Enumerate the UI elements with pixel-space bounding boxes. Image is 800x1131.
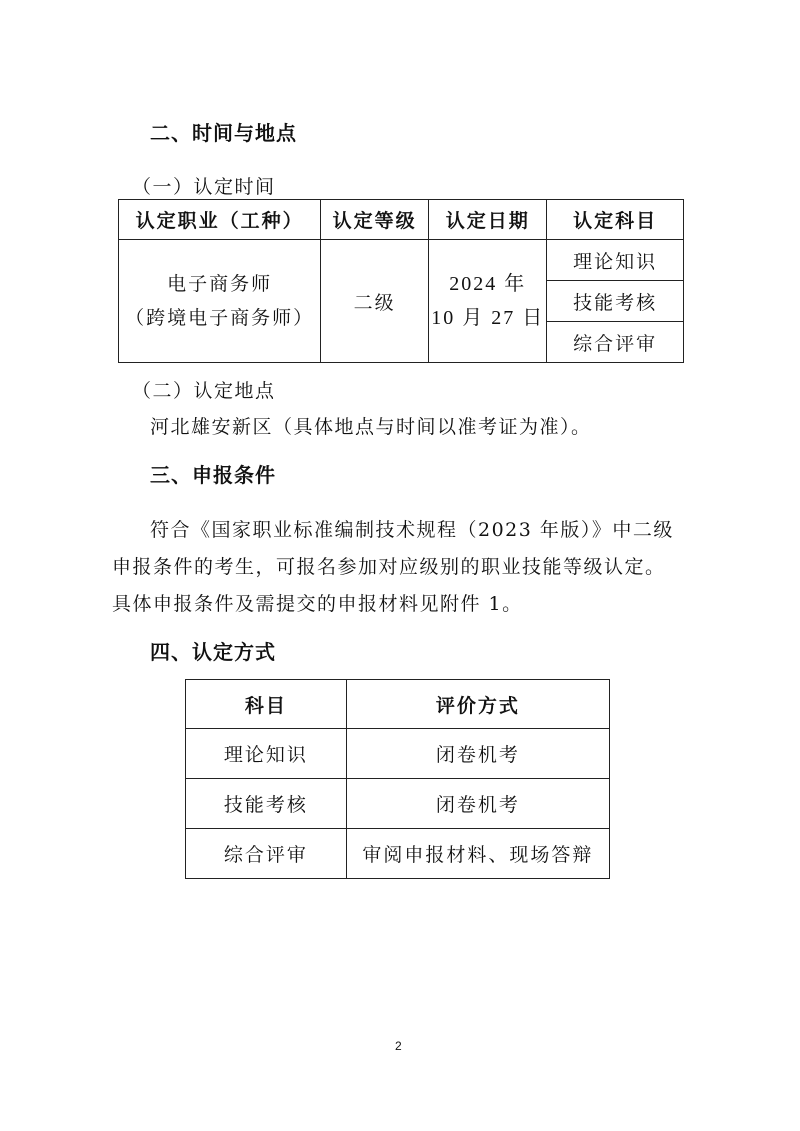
method-cell: 闭卷机考 xyxy=(346,729,609,779)
page-number: 2 xyxy=(395,1039,402,1053)
date-year: 2024 年 xyxy=(449,273,527,295)
section-heading-method: 四、认定方式 xyxy=(150,640,276,664)
header-date: 认定日期 xyxy=(429,200,547,240)
occupation-cell xyxy=(119,240,321,363)
occupation-subtype: （跨境电子商务师） xyxy=(125,307,315,329)
header-subject: 认定科目 xyxy=(547,200,684,240)
date-cell xyxy=(429,240,547,363)
header-subject: 科目 xyxy=(186,680,347,729)
subject-cell: 综合评审 xyxy=(186,829,347,879)
table-row xyxy=(186,729,610,779)
subject-cell: 技能考核 xyxy=(547,281,684,322)
requirements-line-3: 具体申报条件及需提交的申报材料见附件 1。 xyxy=(112,593,523,615)
section-heading-requirements: 三、申报条件 xyxy=(150,463,276,487)
level-cell: 二级 xyxy=(321,240,429,363)
header-level: 认定等级 xyxy=(321,200,429,240)
subject-cell: 技能考核 xyxy=(186,779,347,829)
subject-cell: 理论知识 xyxy=(186,729,347,779)
table-row xyxy=(186,829,610,879)
assessment-method-table xyxy=(185,679,610,879)
table-header-row xyxy=(119,200,684,240)
method-cell: 审阅申报材料、现场答辩 xyxy=(346,829,609,879)
location-text: 河北雄安新区（具体地点与时间以准考证为准）。 xyxy=(150,416,592,438)
certification-schedule-table xyxy=(118,199,684,363)
requirements-line-2: 申报条件的考生，可报名参加对应级别的职业技能等级认定。 xyxy=(112,556,666,578)
header-evaluation-method: 评价方式 xyxy=(346,680,609,729)
subheading-certification-location: （二）认定地点 xyxy=(132,380,276,402)
date-month-day: 10 月 27 日 xyxy=(431,307,545,329)
table-row xyxy=(119,240,684,281)
method-cell: 闭卷机考 xyxy=(346,779,609,829)
subject-cell: 理论知识 xyxy=(547,240,684,281)
subheading-certification-time: （一）认定时间 xyxy=(132,176,276,198)
header-occupation: 认定职业（工种） xyxy=(119,200,321,240)
table-header-row xyxy=(186,680,610,729)
occupation-name: 电子商务师 xyxy=(167,273,273,295)
requirements-line-1: 符合《国家职业标准编制技术规程（2023 年版）》中二级 xyxy=(150,519,674,541)
subject-cell: 综合评审 xyxy=(547,322,684,363)
table-row xyxy=(186,779,610,829)
section-heading-time-location: 二、时间与地点 xyxy=(150,121,297,145)
